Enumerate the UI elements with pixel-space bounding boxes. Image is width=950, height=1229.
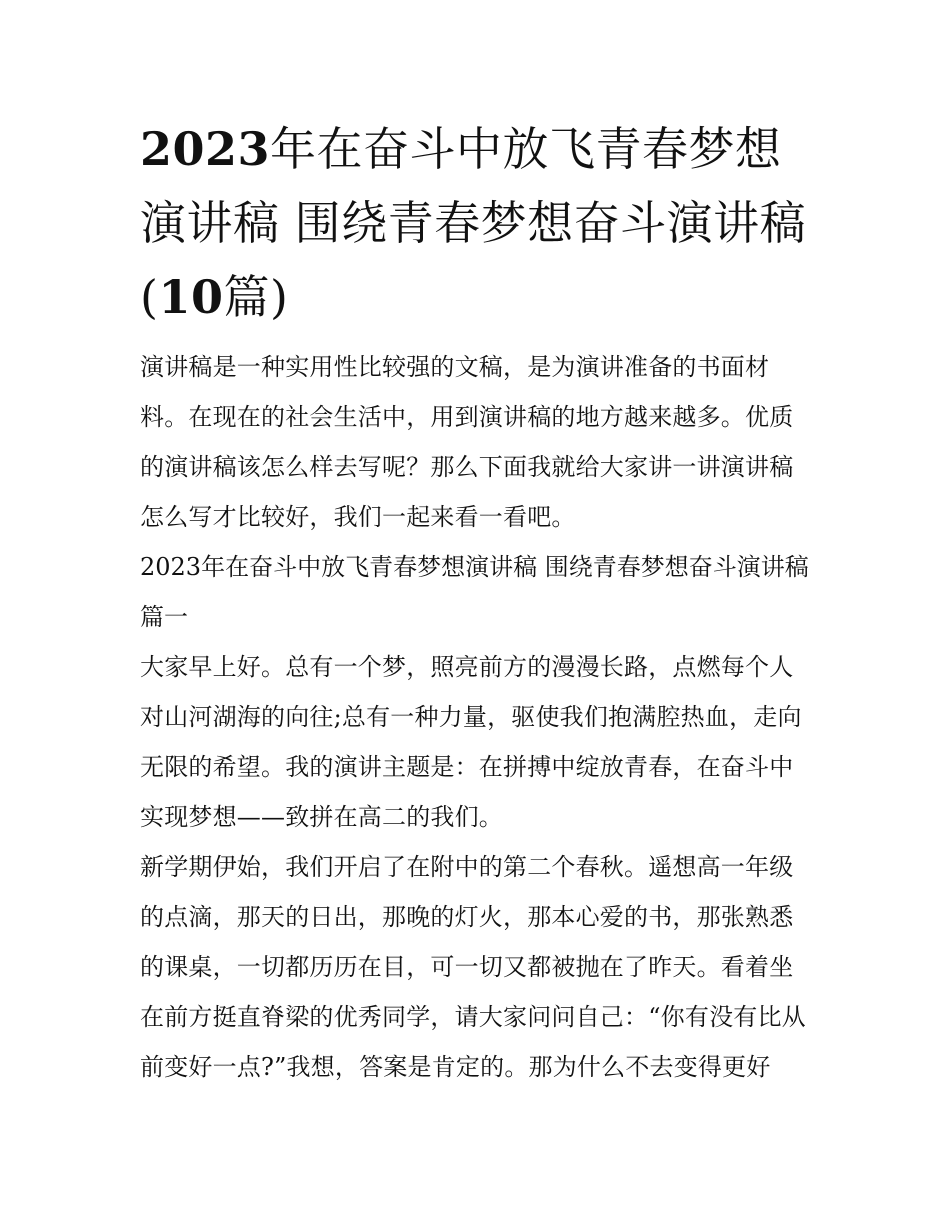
title-text-part2: 篇)	[223, 270, 289, 324]
title-count: 10	[158, 270, 224, 324]
intro-paragraph: 演讲稿是一种实用性比较强的文稿，是为演讲准备的书面材料。在现在的社会生活中，用到演讲稿的地方越来越多。优质的演讲稿该怎么样去写呢？那么下面我就给大家讲一讲演讲稿怎么写才比较好，我们一起来看一看吧。	[140, 353, 794, 531]
section-heading: 2023年在奋斗中放飞青春梦想演讲稿 围绕青春梦想奋斗演讲稿篇一	[140, 553, 809, 631]
document-title	[140, 112, 815, 334]
body-paragraph: 大家早上好。总有一个梦，照亮前方的漫漫长路，点燃每个人对山河湖海的向往;总有一种力量，驱使我们抱满腔热血，走向无限的希望。我的演讲主题是：在拼搏中绽放青春，在奋斗中实现梦想——致拼在高二的我们。	[140, 653, 802, 831]
body-paragraph: 新学期伊始，我们开启了在附中的第二个春秋。遥想高一年级的点滴，那天的日出，那晚的灯火，那本心爱的书，那张熟悉的课桌，一切都历历在目，可一切又都被抛在了昨天。看着坐在前方挺直脊梁的优秀同学，请大家问问自己：“你有没有比从前变好一点?”我想，答案是肯定的。那为什么不去变得更好	[140, 853, 806, 1081]
title-text-part1: 年在奋斗中放飞青春梦想演讲稿 围绕青春梦想奋斗演讲稿(	[140, 122, 807, 324]
document-page	[140, 112, 815, 1092]
title-year: 2023	[140, 122, 271, 176]
